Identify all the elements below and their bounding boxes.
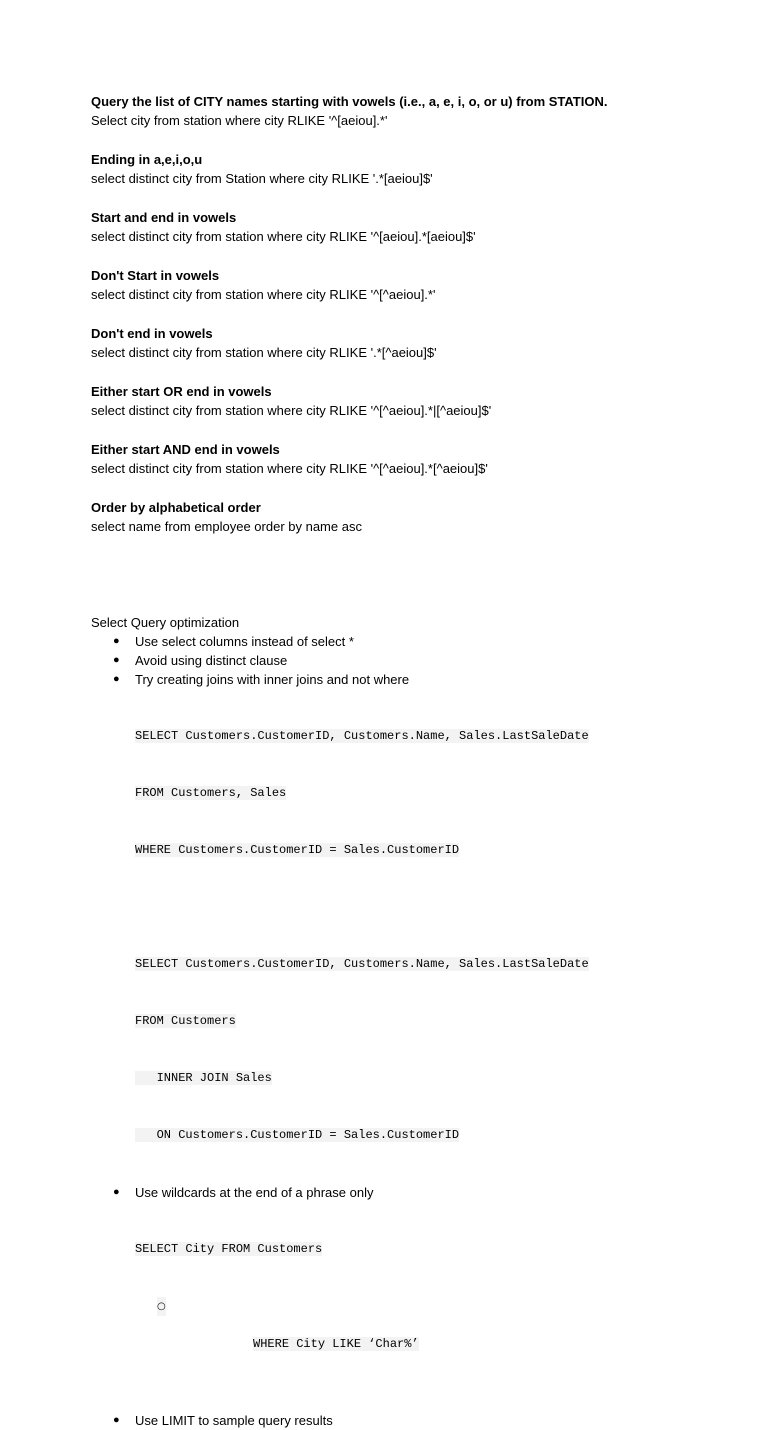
query-block bbox=[91, 150, 731, 188]
optimization-section bbox=[91, 613, 751, 1430]
tips-list bbox=[91, 632, 751, 1430]
query-block bbox=[91, 324, 731, 362]
query-sql: select distinct city from station where city RLIKE '.*[^aeiou]$' bbox=[91, 345, 437, 360]
code-line bbox=[135, 841, 751, 860]
query-block bbox=[91, 208, 731, 246]
bullet-icon: ● bbox=[113, 654, 120, 666]
section-title: Select Query optimization bbox=[91, 615, 240, 630]
list-item bbox=[91, 632, 751, 651]
code-text: INNER JOIN Sales bbox=[135, 1071, 272, 1085]
bullet-icon: ● bbox=[113, 673, 120, 685]
sub-list-item bbox=[135, 1297, 751, 1373]
tip-text: Use LIMIT to sample query results bbox=[135, 1413, 333, 1428]
query-heading: Ending in a,e,i,o,u bbox=[91, 152, 203, 167]
query-block bbox=[91, 266, 731, 304]
query-block bbox=[91, 92, 731, 130]
bullet-icon: ● bbox=[113, 635, 120, 647]
code-block bbox=[135, 1202, 751, 1411]
code-line bbox=[135, 1240, 751, 1259]
query-heading: Either start OR end in vowels bbox=[91, 384, 272, 399]
query-heading: Start and end in vowels bbox=[91, 210, 237, 225]
code-line bbox=[135, 727, 751, 746]
code-text: SELECT Customers.CustomerID, Customers.Name, Sales.LastSaleDate bbox=[135, 729, 589, 743]
query-heading: Don't Start in vowels bbox=[91, 268, 220, 283]
circle-bullet-icon: ○ bbox=[157, 1297, 166, 1316]
code-text: ON Customers.CustomerID = Sales.CustomerID bbox=[135, 1128, 460, 1142]
query-heading: Either start AND end in vowels bbox=[91, 442, 280, 457]
code-text: WHERE Customers.CustomerID = Sales.CustomerID bbox=[135, 843, 460, 857]
query-block bbox=[91, 498, 731, 536]
query-heading: Query the list of CITY names starting with vowels (i.e., a, e, i, o, or u) from STATION. bbox=[91, 94, 608, 109]
code-text: FROM Customers bbox=[135, 1014, 236, 1028]
query-sql: select distinct city from station where city RLIKE '^[^aeiou].*|[^aeiou]$' bbox=[91, 403, 492, 418]
query-block bbox=[91, 440, 731, 478]
tip-text: Use wildcards at the end of a phrase only bbox=[135, 1185, 374, 1200]
list-item bbox=[91, 1183, 751, 1411]
query-block bbox=[91, 382, 731, 420]
query-sql: select distinct city from station where city RLIKE '^[aeiou].*[aeiou]$' bbox=[91, 229, 476, 244]
code-spacer bbox=[135, 898, 751, 917]
query-sql: select distinct city from station where city RLIKE '^[^aeiou].*' bbox=[91, 287, 436, 302]
list-item bbox=[91, 651, 751, 670]
tip-text: Try creating joins with inner joins and not where bbox=[135, 672, 410, 687]
tip-text: Avoid using distinct clause bbox=[135, 653, 288, 668]
bullet-icon: ● bbox=[113, 1414, 120, 1426]
query-heading: Don't end in vowels bbox=[91, 326, 213, 341]
list-item bbox=[91, 670, 751, 1183]
query-notes bbox=[91, 92, 731, 556]
query-sql: select distinct city from Station where city RLIKE '.*[aeiou]$' bbox=[91, 171, 433, 186]
code-line bbox=[135, 1126, 751, 1145]
code-block bbox=[135, 689, 751, 1183]
code-text: SELECT City FROM Customers bbox=[135, 1242, 323, 1256]
query-sql: Select city from station where city RLIKE '^[aeiou].*' bbox=[91, 113, 388, 128]
list-item bbox=[91, 1411, 751, 1430]
code-text: WHERE City LIKE ‘Char%’ bbox=[253, 1337, 419, 1351]
code-text: SELECT Customers.CustomerID, Customers.Name, Sales.LastSaleDate bbox=[135, 957, 589, 971]
code-line bbox=[135, 1069, 751, 1088]
tip-text: Use select columns instead of select * bbox=[135, 634, 354, 649]
query-sql: select name from employee order by name asc bbox=[91, 519, 362, 534]
query-heading: Order by alphabetical order bbox=[91, 500, 261, 515]
query-sql: select distinct city from station where city RLIKE '^[^aeiou].*[^aeiou]$' bbox=[91, 461, 488, 476]
code-text: FROM Customers, Sales bbox=[135, 786, 287, 800]
code-line bbox=[135, 955, 751, 974]
code-line bbox=[135, 1012, 751, 1031]
code-line bbox=[135, 784, 751, 803]
bullet-icon: ● bbox=[113, 1186, 120, 1198]
